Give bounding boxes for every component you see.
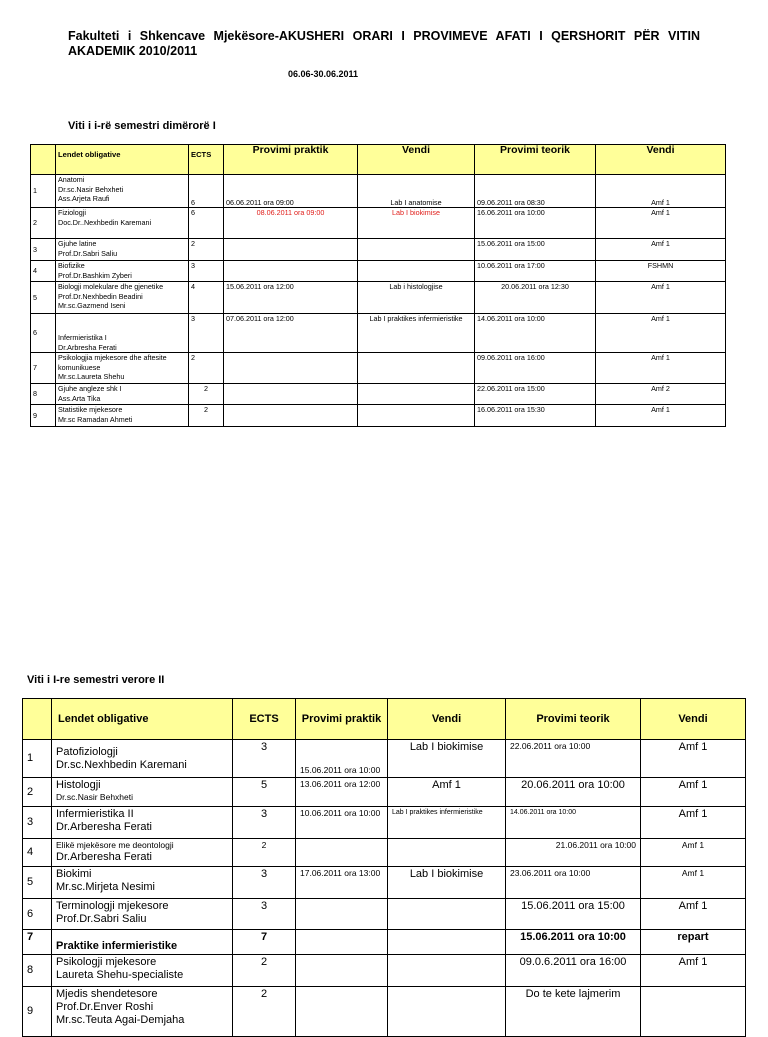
practical-exam-date xyxy=(296,839,388,867)
row-number: 3 xyxy=(31,239,56,261)
practical-venue xyxy=(388,899,506,930)
row-number: 7 xyxy=(31,353,56,384)
theory-exam-date: 15.06.2011 ora 15:00 xyxy=(506,899,641,930)
lecturer: Prof.Dr.Bashkim Zyberi xyxy=(58,270,132,280)
lecturer: Dr.sc.Nexhbedin Karemani xyxy=(56,758,187,771)
subject-cell xyxy=(52,930,233,955)
practical-venue xyxy=(388,839,506,867)
practical-exam-date: 15.06.2011 ora 12:00 xyxy=(224,282,358,314)
ects-value: 7 xyxy=(233,930,296,955)
lecturer: Dr.sc.Nasir Behxheti xyxy=(56,792,133,802)
header-practical-exam: Provimi praktik xyxy=(296,699,388,740)
ects-value: 2 xyxy=(233,987,296,1037)
table-row xyxy=(23,807,746,839)
header-number xyxy=(23,699,52,740)
practical-venue: Lab I biokimise xyxy=(358,208,475,239)
practical-venue xyxy=(388,930,506,955)
subject-cell xyxy=(52,807,233,839)
ects-value: 3 xyxy=(189,261,224,282)
lecturer: Mr.sc.Laureta Shehu xyxy=(58,372,125,381)
semester-2-exam-table xyxy=(22,698,746,1037)
ects-value: 5 xyxy=(233,778,296,807)
practical-venue xyxy=(388,955,506,987)
theory-venue: repart xyxy=(641,930,746,955)
ects-value: 3 xyxy=(233,899,296,930)
ects-value: 2 xyxy=(189,239,224,261)
theory-venue: Amf 1 xyxy=(596,239,726,261)
row-number: 3 xyxy=(23,807,52,839)
lecturer: Prof.Dr.Nexhbedin Beadini xyxy=(58,291,143,301)
lecturer: Dr.sc.Nasir Behxheti xyxy=(58,184,124,194)
ects-value: 3 xyxy=(233,807,296,839)
subject-cell xyxy=(52,955,233,987)
subject-cell xyxy=(52,899,233,930)
theory-exam-date: 09.0.6.2011 ora 16:00 xyxy=(506,955,641,987)
table-header-row xyxy=(31,145,726,175)
practical-exam-date xyxy=(224,261,358,282)
subject-name: Statistike mjekesore xyxy=(58,405,123,414)
table-header-row xyxy=(23,699,746,740)
theory-exam-date: 14.06.2011 ora 10:00 xyxy=(506,807,641,839)
practical-exam-date: 08.06.2011 ora 09:00 xyxy=(224,208,358,239)
ects-value: 6 xyxy=(189,175,224,208)
practical-exam-date: 13.06.2011 ora 12:00 xyxy=(296,778,388,807)
subject-name: Fiziologji xyxy=(58,208,86,217)
header-subject: Lendet obligative xyxy=(56,145,189,175)
subject-cell xyxy=(56,405,189,427)
subject-cell xyxy=(56,208,189,239)
practical-exam-date xyxy=(224,353,358,384)
theory-exam-date: 20.06.2011 ora 12:30 xyxy=(475,282,596,314)
semester-1-heading: Viti i i-rë semestri dimërorë I xyxy=(68,120,216,132)
practical-venue: Lab I biokimise xyxy=(388,740,506,778)
row-number: 8 xyxy=(31,384,56,405)
theory-exam-date: 22.06.2011 ora 15:00 xyxy=(475,384,596,405)
lecturer: Dr.Arbresha Ferati xyxy=(58,342,117,352)
table-row xyxy=(23,987,746,1037)
exam-period-dates: 06.06-30.06.2011 xyxy=(288,69,359,79)
theory-venue: Amf 1 xyxy=(641,740,746,778)
lecturer: Mr.sc.Mirjeta Nesimi xyxy=(56,881,156,893)
table-row xyxy=(31,384,726,405)
subject-cell xyxy=(56,239,189,261)
row-number: 5 xyxy=(23,867,52,899)
assistant: Ass.Arjeta Raufi xyxy=(58,194,110,203)
theory-exam-date: Do te kete lajmerim xyxy=(506,987,641,1037)
theory-venue: Amf 1 xyxy=(641,899,746,930)
row-number: 1 xyxy=(31,175,56,208)
header-venue: Vendi xyxy=(641,699,746,740)
ects-value: 2 xyxy=(189,405,224,427)
table-row xyxy=(23,839,746,867)
header-theory-exam: Provimi teorik xyxy=(506,699,641,740)
header-subject: Lendet obligative xyxy=(52,699,233,740)
table-row xyxy=(31,314,726,353)
practical-venue xyxy=(358,405,475,427)
table-row xyxy=(23,899,746,930)
theory-exam-date: 22.06.2011 ora 10:00 xyxy=(506,740,641,778)
subject-cell xyxy=(56,384,189,405)
ects-value: 3 xyxy=(233,867,296,899)
ects-value: 2 xyxy=(189,384,224,405)
subject-name: Infermieristika II xyxy=(56,808,134,820)
theory-venue: Amf 1 xyxy=(596,405,726,427)
theory-exam-date: 15.06.2011 ora 10:00 xyxy=(506,930,641,955)
header-practical-exam: Provimi praktik xyxy=(224,145,358,175)
practical-venue: Lab I biokimise xyxy=(388,867,506,899)
ects-value: 3 xyxy=(233,740,296,778)
subject-name: Gjuhe latine xyxy=(58,239,97,248)
row-number: 9 xyxy=(31,405,56,427)
practical-venue xyxy=(358,239,475,261)
practical-venue: Lab I praktikes infermieristike xyxy=(358,314,475,353)
theory-venue: Amf 1 xyxy=(641,807,746,839)
practical-venue xyxy=(358,353,475,384)
row-number: 2 xyxy=(31,208,56,239)
subject-cell xyxy=(56,314,189,353)
practical-exam-date: 15.06.2011 ora 10:00 xyxy=(296,740,388,778)
table-row xyxy=(23,778,746,807)
subject-cell xyxy=(52,867,233,899)
practical-venue xyxy=(358,384,475,405)
subject-cell xyxy=(56,261,189,282)
practical-exam-date xyxy=(224,405,358,427)
theory-venue: Amf 1 xyxy=(641,839,746,867)
theory-venue: Amf 1 xyxy=(641,778,746,807)
theory-venue: Amf 2 xyxy=(596,384,726,405)
practical-exam-date: 07.06.2011 ora 12:00 xyxy=(224,314,358,353)
theory-exam-date: 16.06.2011 ora 15:30 xyxy=(475,405,596,427)
lecturer: Mr.sc Ramadan Ahmeti xyxy=(58,414,133,424)
subject-name: Infermieristika I xyxy=(58,333,107,342)
table-row xyxy=(23,930,746,955)
semester-2-heading: Viti i I-re semestri verore II xyxy=(27,674,165,686)
table-row xyxy=(31,175,726,208)
header-number xyxy=(31,145,56,175)
theory-exam-date: 09.06.2011 ora 08:30 xyxy=(475,175,596,208)
theory-venue: Amf 1 xyxy=(596,314,726,353)
theory-exam-date: 16.06.2011 ora 10:00 xyxy=(475,208,596,239)
subject-name: Gjuhe angleze shk I xyxy=(58,384,122,393)
subject-name: Biofizike xyxy=(58,261,85,270)
theory-exam-date: 15.06.2011 ora 15:00 xyxy=(475,239,596,261)
subject-name: Psikologji mjekesore xyxy=(56,956,157,968)
theory-exam-date: 23.06.2011 ora 10:00 xyxy=(506,867,641,899)
lecturer: Dr.Arberesha Ferati xyxy=(56,851,152,863)
ects-value: 6 xyxy=(189,208,224,239)
practical-exam-date xyxy=(224,384,358,405)
row-number: 9 xyxy=(23,987,52,1037)
table-row xyxy=(31,208,726,239)
lecturer: Prof.Dr.Sabri Saliu xyxy=(56,913,147,925)
subject-name: Biokimi xyxy=(56,868,92,880)
document-title: Fakulteti i Shkencave Mjekësore-AKUSHERI ORARI I PROVIMEVE AFATI I QERSHORIT PËR VITIN AKADEMIK 2010/2011 xyxy=(68,29,700,58)
subject-name: Psikologjia mjekesore dhe aftesite komunikuese xyxy=(58,353,167,372)
subject-name: Elikë mjekësore me deontologji xyxy=(56,840,174,850)
practical-exam-date: 10.06.2011 ora 10:00 xyxy=(296,807,388,839)
practical-exam-date xyxy=(296,930,388,955)
ects-value: 2 xyxy=(233,839,296,867)
theory-exam-date: 10.06.2011 ora 17:00 xyxy=(475,261,596,282)
ects-value: 2 xyxy=(233,955,296,987)
theory-exam-date: 09.06.2011 ora 16:00 xyxy=(475,353,596,384)
subject-cell xyxy=(52,740,233,778)
practical-exam-date xyxy=(296,955,388,987)
subject-name: Terminologji mjekesore xyxy=(56,900,169,912)
subject-cell xyxy=(56,282,189,314)
ects-value: 4 xyxy=(189,282,224,314)
practical-exam-date xyxy=(296,987,388,1037)
practical-venue xyxy=(358,261,475,282)
theory-venue: Amf 1 xyxy=(596,353,726,384)
lecturer: Doc.Dr..Nexhbedin Karemani xyxy=(58,217,152,227)
theory-exam-date: 20.06.2011 ora 10:00 xyxy=(506,778,641,807)
row-number: 2 xyxy=(23,778,52,807)
header-venue: Vendi xyxy=(388,699,506,740)
row-number: 4 xyxy=(31,261,56,282)
practical-venue: Lab I anatomise xyxy=(358,175,475,208)
practical-venue: Lab i histologjise xyxy=(358,282,475,314)
lecturer: Ass.Arta Tika xyxy=(58,393,101,403)
row-number: 4 xyxy=(23,839,52,867)
theory-venue xyxy=(641,987,746,1037)
header-ects: ECTS xyxy=(233,699,296,740)
assistant: Mr.sc.Gazmend Iseni xyxy=(58,301,126,310)
subject-name: Histologji xyxy=(56,779,101,791)
subject-name: Mjedis shendetesore xyxy=(56,988,158,1000)
row-number: 6 xyxy=(31,314,56,353)
theory-venue: Amf 1 xyxy=(596,282,726,314)
header-venue: Vendi xyxy=(358,145,475,175)
practical-venue: Amf 1 xyxy=(388,778,506,807)
table-row xyxy=(23,955,746,987)
ects-value: 2 xyxy=(189,353,224,384)
subject-name: Praktike infermieristike xyxy=(56,940,178,952)
table-row xyxy=(31,405,726,427)
subject-name: Anatomi xyxy=(58,175,85,184)
subject-name: Patofiziologji xyxy=(56,745,118,758)
table-row xyxy=(31,239,726,261)
subject-cell xyxy=(56,175,189,208)
practical-venue xyxy=(388,987,506,1037)
practical-exam-date xyxy=(296,899,388,930)
assistant: Mr.sc.Teuta Agai-Demjaha xyxy=(56,1014,185,1026)
theory-exam-date: 14.06.2011 ora 10:00 xyxy=(475,314,596,353)
row-number: 6 xyxy=(23,899,52,930)
subject-name: Biologji molekulare dhe gjenetike xyxy=(58,282,164,291)
table-row xyxy=(31,261,726,282)
practical-exam-date xyxy=(224,239,358,261)
row-number: 1 xyxy=(23,740,52,778)
row-number: 5 xyxy=(31,282,56,314)
practical-exam-date: 06.06.2011 ora 09:00 xyxy=(224,175,358,208)
theory-venue: Amf 1 xyxy=(596,208,726,239)
practical-venue: Lab I praktikes infermieristike xyxy=(388,807,506,839)
header-venue: Vendi xyxy=(596,145,726,175)
theory-exam-date: 21.06.2011 ora 10:00 xyxy=(506,839,641,867)
subject-cell xyxy=(56,353,189,384)
header-theory-exam: Provimi teorik xyxy=(475,145,596,175)
lecturer: Prof.Dr.Enver Roshi xyxy=(56,1001,154,1013)
header-ects: ECTS xyxy=(189,145,224,175)
subject-cell xyxy=(52,778,233,807)
theory-venue: Amf 1 xyxy=(641,955,746,987)
table-row xyxy=(23,867,746,899)
lecturer: Prof.Dr.Sabri Saliu xyxy=(58,248,118,258)
table-row xyxy=(31,282,726,314)
table-row xyxy=(23,740,746,778)
lecturer: Laureta Shehu-specialiste xyxy=(56,969,184,981)
row-number: 7 xyxy=(23,930,52,955)
subject-cell xyxy=(52,839,233,867)
lecturer: Dr.Arberesha Ferati xyxy=(56,821,152,833)
row-number: 8 xyxy=(23,955,52,987)
table-row xyxy=(31,353,726,384)
theory-venue: Amf 1 xyxy=(596,175,726,208)
subject-cell xyxy=(52,987,233,1037)
theory-venue: FSHMN xyxy=(596,261,726,282)
semester-1-exam-table xyxy=(30,144,726,427)
ects-value: 3 xyxy=(189,314,224,353)
practical-exam-date: 17.06.2011 ora 13:00 xyxy=(296,867,388,899)
theory-venue: Amf 1 xyxy=(641,867,746,899)
